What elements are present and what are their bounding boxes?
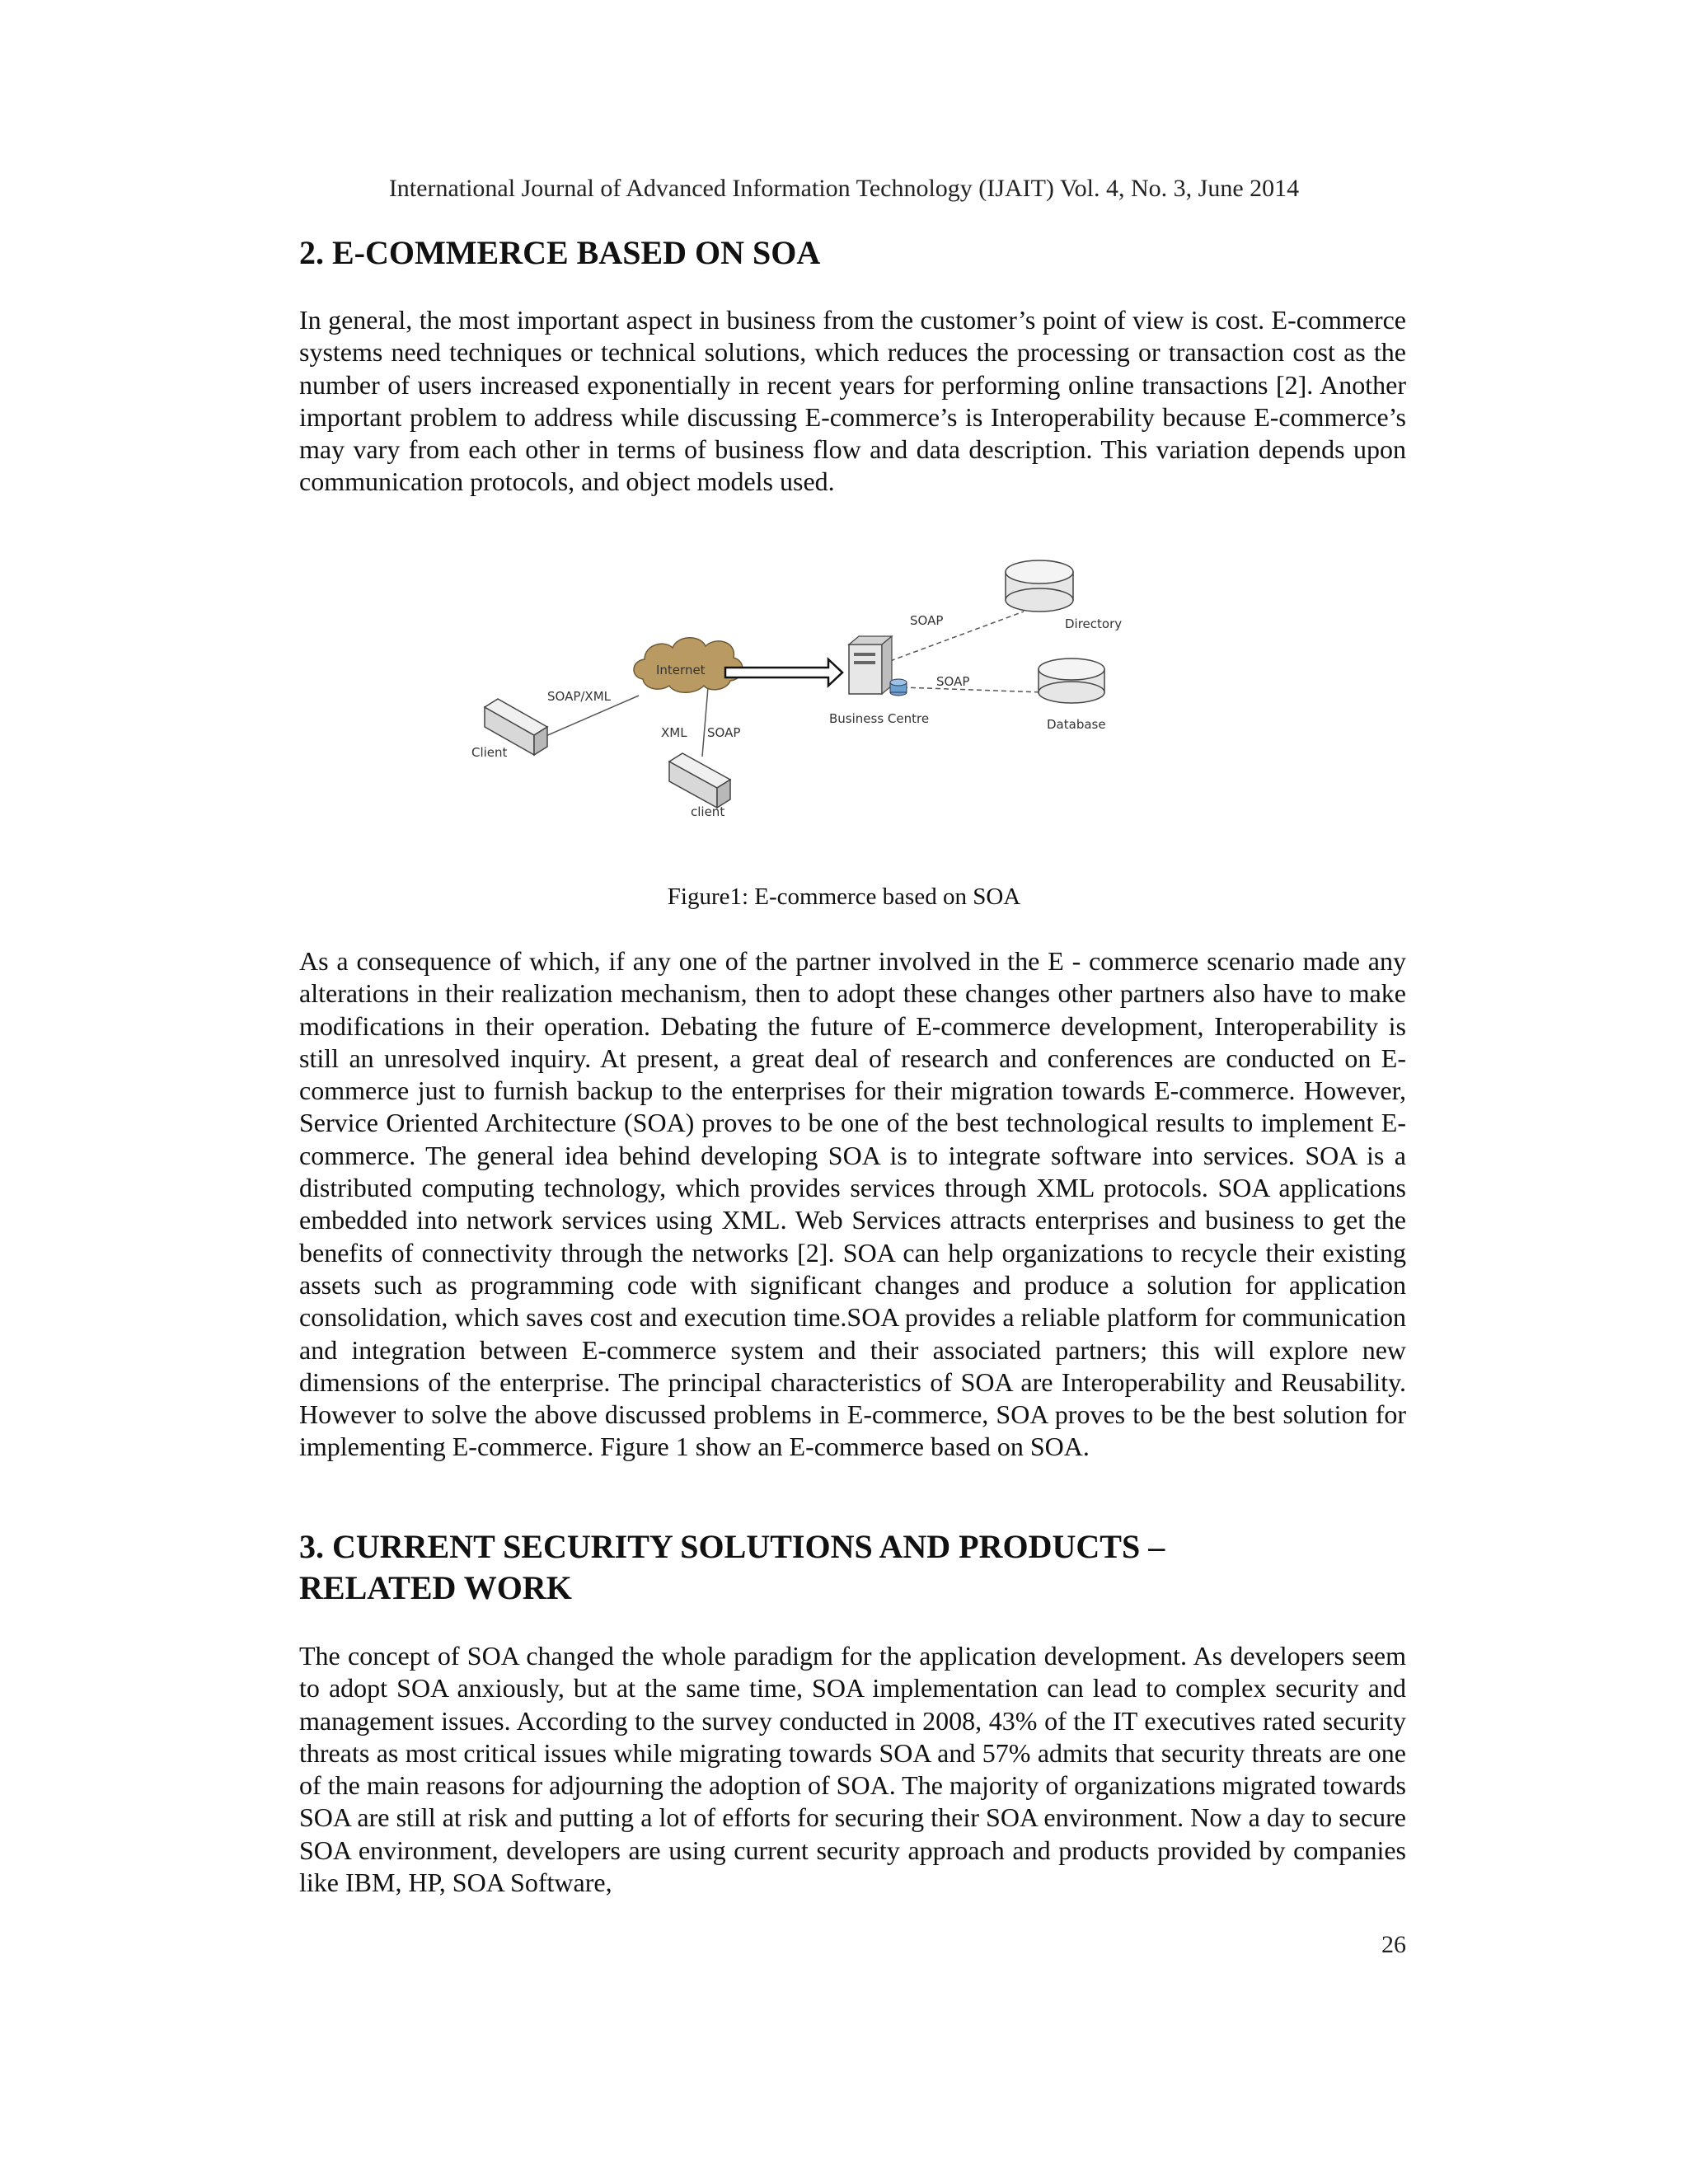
soa-diagram (462, 554, 1146, 834)
section-2 (299, 232, 1406, 274)
double-arrow-icon (725, 659, 842, 686)
soap-directory-label: SOAP (910, 613, 944, 628)
section-3-heading-line-1: 3. CURRENT SECURITY SOLUTIONS AND PRODUCTS – (299, 1528, 1165, 1565)
soap-bottom-label: SOAP (707, 725, 741, 740)
figure-caption: Figure1: E-commerce based on SOA (667, 883, 1021, 910)
database-icon (1039, 658, 1104, 703)
soap-database-label: SOAP (936, 674, 970, 689)
soap-xml-label: SOAP/XML (547, 689, 611, 704)
running-header: International Journal of Advanced Information Technology (IJAIT) Vol. 4, No. 3, June 2014 (388, 175, 1300, 202)
database-label: Database (1047, 717, 1106, 732)
line-internet-client2 (702, 677, 709, 757)
line-business-database (903, 687, 1043, 692)
section-3 (299, 1526, 1406, 1609)
section-2-paragraph-2: As a consequence of which, if any one of the partner involved in the E - commerce scenario made any alterations in their realization mechanism, then to adopt these changes other partners also have to make modifications in their operation. Debating the future of E-commerce development, Interoperability is still an unresolved inquiry. At present, a great deal of research and conferences are conducted on E-commerce just to furnish backup to the enterprises for their migration towards E-commerce. However, Service Oriented Architecture (SOA) proves to be one of the best technological results to implement E-commerce. The general idea behind developing SOA is to integrate software into services. SOA is a distributed computing technology, which provides services through XML protocols. SOA applications embedded into network services using XML. Web Services attracts enterprises and business to get the benefits of connectivity through the networks [2]. SOA can help organizations to recycle their existing assets such as programming code with significant changes and produce a solution for application consolidation, which saves cost and execution time.SOA provides a reliable platform for communication and integration between E-commerce system and their associated partners; this will explore new dimensions of the enterprise. The principal characteristics of SOA are Interoperability and Reusability. However to solve the above discussed problems in E-commerce, SOA proves to be the best solution for implementing E-commerce. Figure 1 show an E-commerce based on SOA. (299, 946, 1406, 1462)
section-3-body (299, 1640, 1406, 1899)
section-3-heading-line-2: RELATED WORK (299, 1569, 572, 1606)
section-2-body (299, 945, 1406, 1464)
client-bottom-label: client (691, 804, 725, 819)
client-left-label: Client (471, 745, 508, 760)
directory-database-icon (1006, 560, 1073, 612)
client-bottom-icon (669, 753, 730, 808)
business-centre-label: Business Centre (829, 711, 930, 726)
section-3-paragraph-1: The concept of SOA changed the whole paradigm for the application development. As developers seem to adopt SOA anxiously, but at the same time, SOA implementation can lead to complex security and management issues. According to the survey conducted in 2008, 43% of the IT executives rated security threats as most critical issues while migrating towards SOA and 57% admits that security threats are one of the main reasons for adjourning the adoption of SOA. The majority of organizations migrated towards SOA are still at risk and putting a lot of efforts for securing their SOA environment. Now a day to secure SOA environment, developers are using current security approach and products provided by companies like IBM, HP, SOA Software, (299, 1641, 1406, 1898)
internet-label: Internet (656, 663, 706, 677)
directory-label: Directory (1065, 616, 1123, 631)
section-2-heading: 2. E-COMMERCE BASED ON SOA (299, 234, 821, 271)
server-icon (849, 636, 907, 696)
section-2-intro (299, 304, 1406, 499)
xml-label: XML (661, 725, 687, 740)
figure-ecommerce-soa (462, 554, 1146, 834)
page-number: 26 (1381, 1931, 1406, 1958)
section-2-paragraph-1: In general, the most important aspect in business from the customer’s point of view is cost. E-commerce systems need techniques or technical solutions, which reduces the processing or transaction cost as the number of users increased exponentially in recent years for performing online transactions [2]. Another important problem to address while discussing E-commerce’s is Interoperability because E-commerce’s may vary from each other in terms of business flow and data description. This variation depends upon communication protocols, and object models used. (299, 305, 1406, 497)
